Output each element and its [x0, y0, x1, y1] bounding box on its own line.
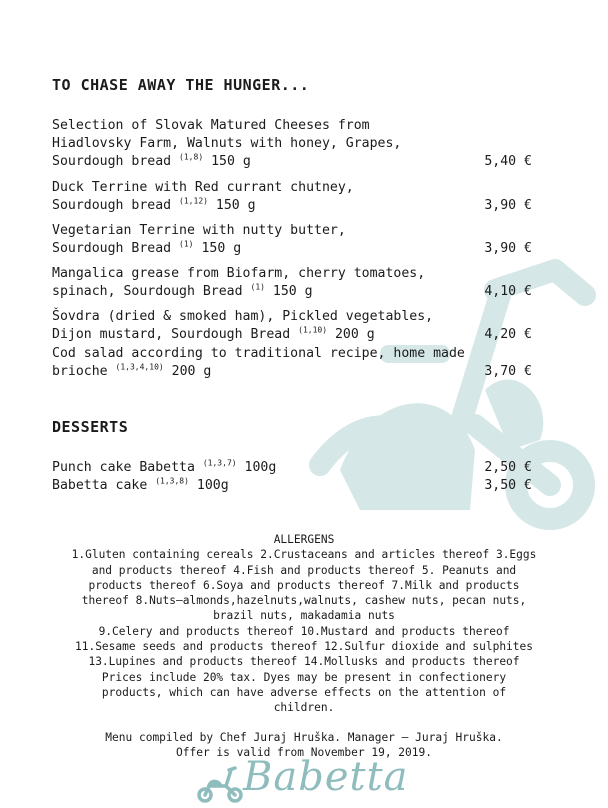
allergen-codes: (1,8)	[179, 152, 204, 162]
item-line: Punch cake Babetta $^{(1,3,7)}$ 100g	[52, 458, 277, 475]
item-price: 3,70 €	[484, 364, 532, 379]
menu-item-babetta-cake	[52, 477, 532, 495]
allergen-codes: (1,10)	[298, 325, 328, 335]
allergens-line: thereof 8.Nuts–almonds,hazelnuts,walnuts, cashew nuts, pecan nuts,	[81, 594, 527, 608]
item-price: 4,10 €	[484, 284, 532, 299]
footer-credits: Menu compiled by Chef Juraj Hruška. Manager – Juraj Hruška.	[105, 731, 503, 744]
item-line: Selection of Slovak Matured Cheeses from	[52, 118, 370, 133]
allergens-line: 1.Gluten containing cereals 2.Crustaceans and articles thereof 3.Eggs	[71, 548, 537, 562]
allergens-line: products thereof 6.Soya and products thereof 7.Milk and products	[88, 578, 520, 592]
menu-item-vegetarian-terrine	[52, 222, 532, 258]
allergens-line: children.	[273, 701, 335, 715]
scooter-icon	[195, 764, 245, 804]
allergens-block	[20, 532, 588, 716]
menu-item-sovdra	[52, 308, 532, 344]
item-price: 4,20 €	[484, 327, 532, 342]
allergens-line: brazil nuts, makadamia nuts	[213, 609, 395, 623]
item-price: 5,40 €	[484, 154, 532, 169]
allergens-line: products, which can have adverse effects on the attention of	[101, 685, 507, 699]
item-line: Duck Terrine with Red currant chutney,	[52, 180, 354, 195]
desserts-section-title: DESSERTS	[52, 418, 129, 436]
item-price: 3,90 €	[484, 198, 532, 213]
babetta-logo	[195, 754, 435, 806]
menu-item-duck-terrine	[52, 179, 532, 215]
menu-item-mangalica	[52, 265, 532, 301]
allergens-line: 13.Lupines and products thereof 14.Mollusks and products thereof	[88, 655, 520, 669]
item-line: Babetta cake $^{(1,3,8)}$ 100g	[52, 476, 229, 493]
item-price: 3,50 €	[484, 478, 532, 493]
menu-item-cod-salad	[52, 345, 532, 381]
item-line: Sourdough bread $^{(1,8)}$ 150 g	[52, 152, 251, 169]
menu-item-cheeses	[52, 117, 532, 171]
item-line: Sourdough bread $^{(1,12)}$ 150 g	[52, 196, 256, 213]
item-line: Dijon mustard, Sourdough Bread $^{(1,10)}$ 200 g	[52, 325, 375, 342]
allergens-line: 11.Sesame seeds and products thereof 12.Sulfur dioxide and sulphites	[74, 640, 533, 654]
item-price: 3,90 €	[484, 241, 532, 256]
item-price: 2,50 €	[484, 460, 532, 475]
item-line: Šovdra (dried & smoked ham), Pickled vegetables,	[52, 309, 434, 324]
item-line: Hiadlovsky Farm, Walnuts with honey, Grapes,	[52, 136, 402, 151]
item-line: brioche $^{(1,3,4,10)}$ 200 g	[52, 362, 212, 379]
allergen-codes: (1,3,8)	[155, 476, 189, 486]
item-line: spinach, Sourdough Bread $^{(1)}$ 150 g	[52, 282, 313, 299]
item-line: Mangalica grease from Biofarm, cherry tomatoes,	[52, 266, 426, 281]
allergen-codes: (1,3,4,10)	[115, 362, 164, 372]
allergen-codes: (1)	[179, 239, 194, 249]
item-line: Cod salad according to traditional recipe, home made	[52, 346, 465, 361]
allergens-line: 9.Celery and products thereof 10.Mustard and products thereof	[98, 624, 510, 638]
item-line: Sourdough Bread $^{(1)}$ 150 g	[52, 239, 242, 256]
allergens-line: and products thereof 4.Fish and products thereof 5. Peanuts and	[91, 563, 517, 577]
allergens-title: ALLERGENS	[273, 533, 335, 546]
allergens-line: Prices include 20% tax. Dyes may be present in confectionery	[101, 670, 507, 684]
footer-validity: Offer is valid from November 19, 2019.	[176, 746, 432, 760]
allergen-codes: (1,12)	[179, 196, 208, 206]
logo-text: Babetta	[243, 754, 409, 800]
allergen-codes: (1,3,7)	[202, 458, 237, 468]
allergen-codes: (1)	[250, 282, 265, 292]
item-line: Vegetarian Terrine with nutty butter,	[52, 223, 346, 238]
hunger-section-title: TO CHASE AWAY THE HUNGER...	[52, 76, 310, 94]
menu-item-punch-cake	[52, 459, 532, 477]
